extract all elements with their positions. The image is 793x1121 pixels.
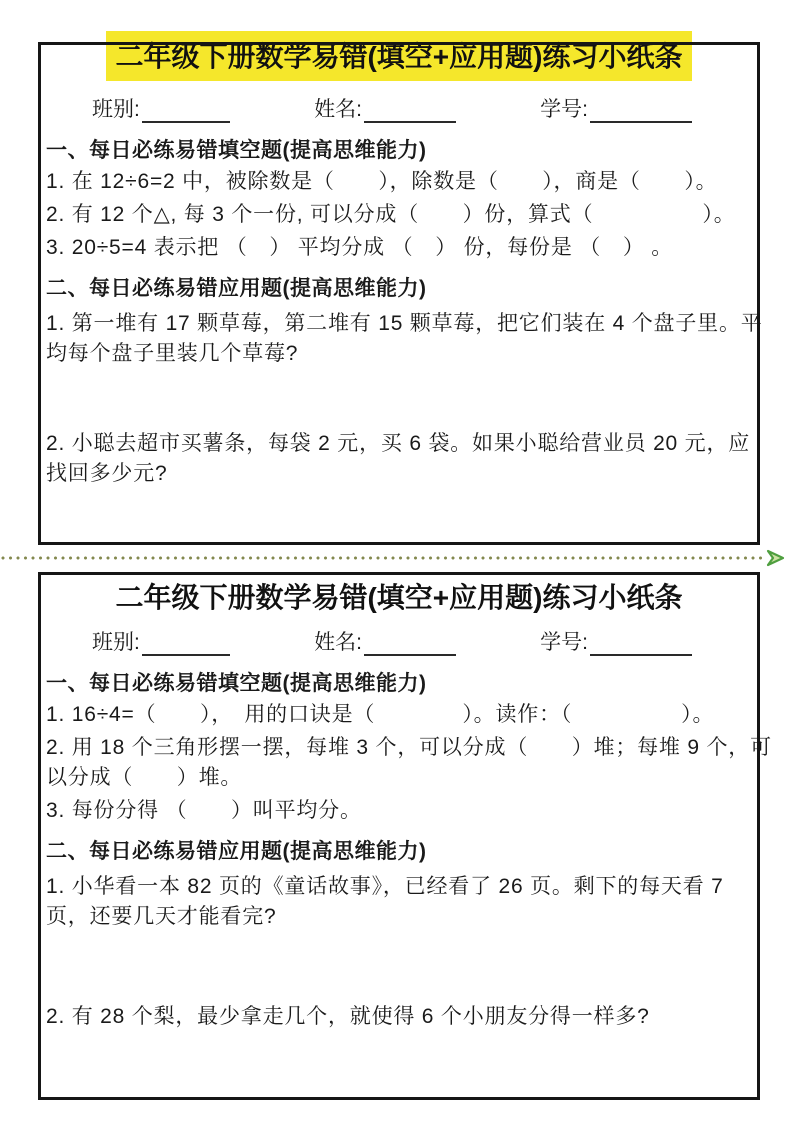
class-field-blank (142, 99, 230, 123)
question-line: 找回多少元? (46, 462, 168, 485)
class-field (92, 630, 230, 656)
name-field (314, 97, 456, 123)
number-field (540, 97, 692, 123)
question-line: 3. 每份分得 （ ）叫平均分。 (46, 799, 362, 822)
name-field (314, 630, 456, 656)
slip-title: 二年级下册数学易错(填空+应用题)练习小纸条 (115, 41, 683, 72)
question (46, 309, 763, 369)
slip-title: 二年级下册数学易错(填空+应用题)练习小纸条 (115, 582, 683, 613)
question-line: 2. 有 28 个梨，最少拿走几个，就使得 6 个小朋友分得一样多? (46, 1005, 650, 1028)
slip-title-row (38, 582, 760, 614)
question (46, 233, 750, 263)
question (46, 872, 750, 932)
slip-title-highlight (106, 31, 691, 81)
name-field-blank (364, 99, 456, 123)
section-heading-word-problems: 二、每日必练易错应用题(提高思维能力) (46, 840, 427, 863)
question-line: 均每个盘子里装几个草莓? (46, 342, 299, 365)
question-line: 3. 20÷5=4 表示把 （ ） 平均分成 （ ） 份，每份是 （ ） 。 (46, 236, 674, 259)
section-heading-fill-in: 一、每日必练易错填空题(提高思维能力) (46, 139, 427, 162)
question-line: 1. 第一堆有 17 颗草莓，第二堆有 15 颗草莓，把它们装在 4 个盘子里。平 (46, 312, 763, 335)
question-line: 1. 在 12÷6=2 中，被除数是（ ），除数是（ ），商是（ ）。 (46, 170, 718, 193)
cut-line (0, 549, 793, 567)
number-field-blank (590, 632, 692, 656)
question-line: 2. 有 12 个△, 每 3 个一份, 可以分成（ ）份，算式（ ）。 (46, 203, 736, 226)
class-field-label: 班别: (92, 98, 140, 121)
number-field (540, 630, 692, 656)
question (46, 700, 750, 730)
question-line: 1. 小华看一本 82 页的《童话故事》，已经看了 26 页。剩下的每天看 7 (46, 875, 724, 898)
section-heading-fill-in: 一、每日必练易错填空题(提高思维能力) (46, 672, 427, 695)
student-info-row (46, 95, 750, 123)
question-line: 以分成（ ）堆。 (46, 766, 243, 789)
worksheet-slip-2 (38, 572, 772, 1100)
cut-line-dots (0, 555, 763, 561)
question (46, 429, 750, 489)
class-field-label: 班别: (92, 631, 140, 654)
question-line: 2. 用 18 个三角形摆一摆，每堆 3 个，可以分成（ ）堆；每堆 9 个，可 (46, 736, 772, 759)
name-field-label: 姓名: (314, 98, 362, 121)
question (46, 733, 772, 793)
student-info-row (46, 628, 750, 656)
question-line: 1. 16÷4=（ ）， 用的口诀是（ ）。读作：（ ）。 (46, 703, 715, 726)
question (46, 167, 750, 197)
question (46, 796, 750, 826)
name-field-label: 姓名: (314, 631, 362, 654)
worksheet-slip-1 (38, 41, 763, 545)
question (46, 200, 750, 230)
chevron-right-cut-arrow-icon (764, 549, 788, 567)
class-field-blank (142, 632, 230, 656)
number-field-blank (590, 99, 692, 123)
question (46, 1002, 750, 1032)
class-field (92, 97, 230, 123)
name-field-blank (364, 632, 456, 656)
section-heading-word-problems: 二、每日必练易错应用题(提高思维能力) (46, 277, 427, 300)
question-line: 页，还要几天才能看完? (46, 905, 277, 928)
number-field-label: 学号: (540, 98, 588, 121)
number-field-label: 学号: (540, 631, 588, 654)
question-line: 2. 小聪去超市买薯条，每袋 2 元，买 6 袋。如果小聪给营业员 20 元，应 (46, 432, 751, 455)
